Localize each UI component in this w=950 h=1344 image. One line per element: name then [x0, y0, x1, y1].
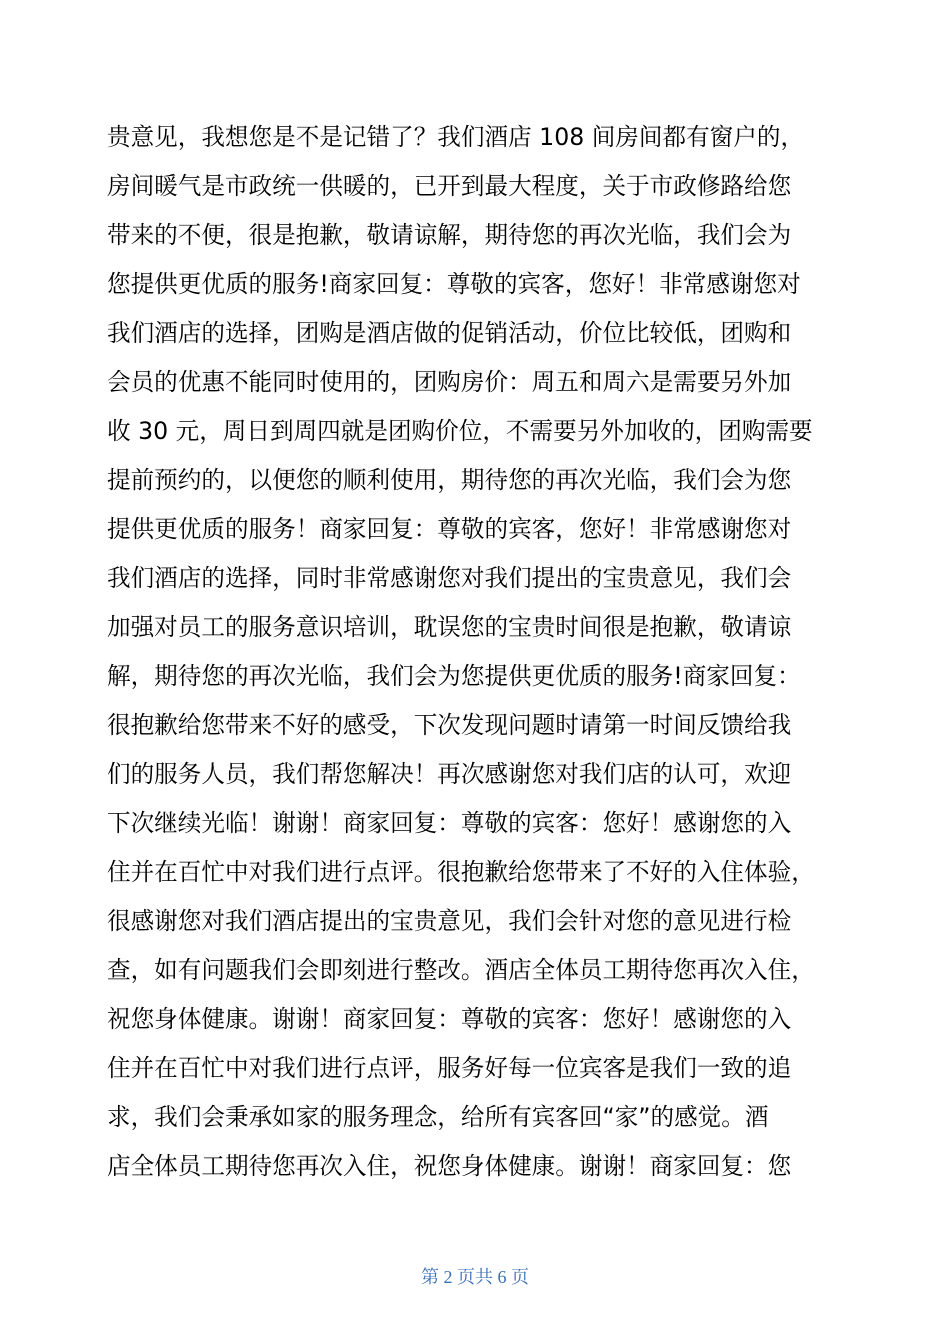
text-line: 我们酒店的选择，团购是酒店做的促销活动，价位比较低，团购和 [107, 319, 792, 347]
text-line: 房间暖气是市政统一供暖的，已开到最大程度，关于市政修路给您 [107, 172, 792, 200]
text-line: 贵意见，我想您是不是记错了？我们酒店 108 间房间都有窗户的， [107, 123, 805, 151]
body-text [107, 113, 847, 1191]
text-line: 住并在百忙中对我们进行点评，服务好每一位宾客是我们一致的追 [107, 1054, 792, 1082]
text-line: 解，期待您的再次光临，我们会为您提供更优质的服务!商家回复： [107, 662, 801, 690]
text-line: 带来的不便，很是抱歉，敬请谅解，期待您的再次光临，我们会为 [107, 221, 792, 249]
text-line: 很抱歉给您带来不好的感受，下次发现问题时请第一时间反馈给我 [107, 711, 792, 739]
text-line: 我们酒店的选择，同时非常感谢您对我们提出的宝贵意见，我们会 [107, 564, 792, 592]
text-line: 祝您身体健康。谢谢！商家回复：尊敬的宾客：您好！感谢您的入 [107, 1005, 792, 1033]
text-line: 提前预约的，以便您的顺利使用，期待您的再次光临，我们会为您 [107, 466, 792, 494]
text-line: 查，如有问题我们会即刻进行整改。酒店全体员工期待您再次入住， [107, 956, 815, 984]
text-line: 提供更优质的服务！商家回复：尊敬的宾客，您好！非常感谢您对 [107, 515, 792, 543]
text-line: 们的服务人员，我们帮您解决！再次感谢您对我们店的认可，欢迎 [107, 760, 792, 788]
text-line: 加强对员工的服务意识培训，耽误您的宝贵时间很是抱歉，敬请谅 [107, 613, 792, 641]
text-line: 收 30 元，周日到周四就是团购价位，不需要另外加收的，团购需要 [107, 417, 813, 445]
text-line: 您提供更优质的服务!商家回复：尊敬的宾客，您好！非常感谢您对 [107, 270, 801, 298]
text-line: 住并在百忙中对我们进行点评。很抱歉给您带来了不好的入住体验， [107, 858, 815, 886]
text-line: 求，我们会秉承如家的服务理念，给所有宾客回“家”的感觉。酒 [107, 1103, 769, 1131]
text-line: 会员的优惠不能同时使用的，团购房价：周五和周六是需要另外加 [107, 368, 792, 396]
text-line: 店全体员工期待您再次入住，祝您身体健康。谢谢！商家回复：您 [107, 1152, 792, 1180]
text-line: 下次继续光临！谢谢！商家回复：尊敬的宾客：您好！感谢您的入 [107, 809, 792, 837]
page-number-footer: 第 2 页共 6 页 [421, 1267, 529, 1287]
text-line: 很感谢您对我们酒店提出的宝贵意见，我们会针对您的意见进行检 [107, 907, 792, 935]
